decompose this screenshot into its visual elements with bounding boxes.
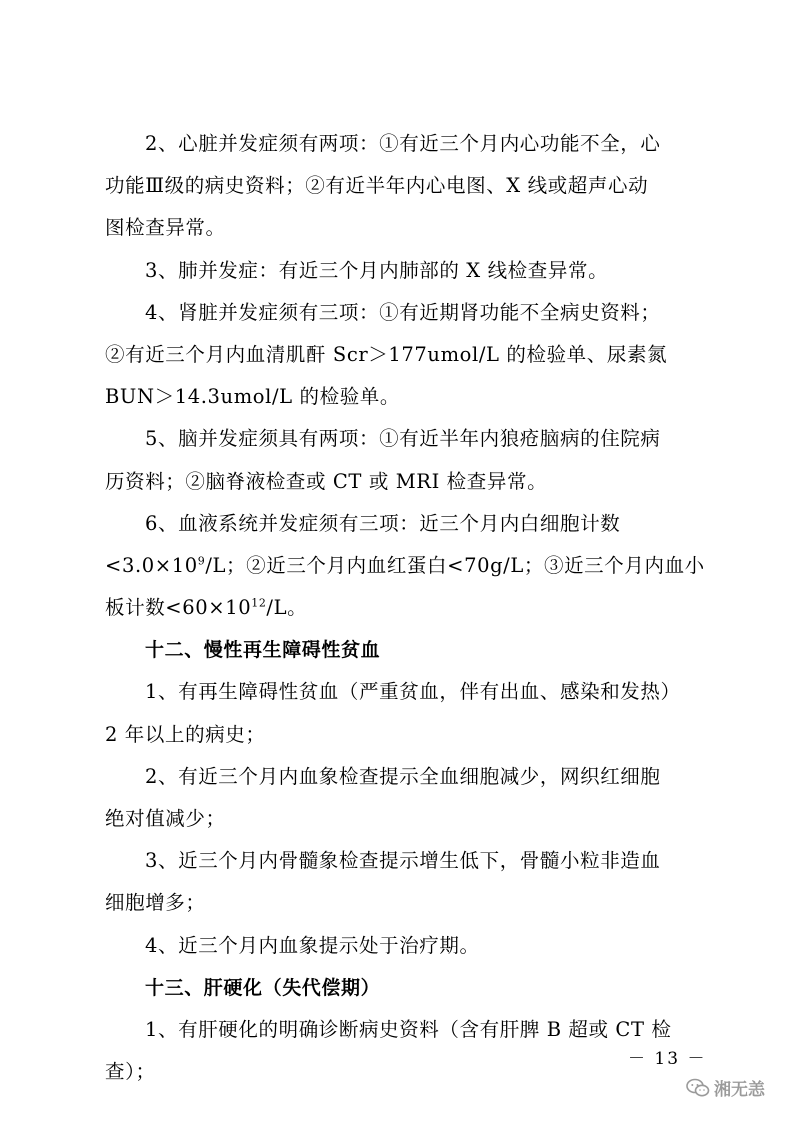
text-segment: /L。 — [266, 596, 308, 620]
paragraph-line: 5、脑并发症须具有两项：①有近半年内狼疮脑病的住院病 — [145, 427, 661, 451]
paragraph-line: 2、有近三个月内血象检查提示全血细胞减少，网织红细胞 — [145, 764, 661, 788]
page-number: － 13 － — [628, 1049, 707, 1069]
section-heading: 十二、慢性再生障碍性贫血 — [145, 639, 381, 662]
superscript: 12 — [251, 596, 267, 610]
document-body — [105, 123, 705, 1093]
paragraph-line: 图检查异常。 — [105, 216, 226, 240]
paragraph-line: 2、心脏并发症须有两项：①有近三个月内心功能不全，心 — [145, 132, 661, 155]
paragraph-line: 3、肺并发症：有近三个月内肺部的 X 线检查异常。 — [145, 258, 609, 282]
watermark — [686, 1075, 765, 1100]
paragraph-line: 绝对值减少； — [105, 807, 226, 830]
paragraph-line: 1、有肝硬化的明确诊断病史资料（含有肝脾 B 超或 CT 检 — [145, 1017, 672, 1041]
paragraph-line: 历资料；②脑脊液检查或 CT 或 MRI 检查异常。 — [105, 469, 548, 493]
paragraph-line: 3、近三个月内骨髓象检查提示增生低下，骨髓小粒非造血 — [145, 849, 661, 873]
paragraph-line: 6、血液系统并发症须有三项：近三个月内白细胞计数 — [145, 511, 621, 535]
text-segment: <3.0×10 — [105, 553, 198, 577]
wechat-icon — [686, 1078, 710, 1098]
paragraph-line: 细胞增多； — [105, 891, 206, 915]
paragraph-line: BUN＞14.3umol/L 的检验单。 — [105, 385, 400, 409]
text-segment: /L；②近三个月内血红蛋白<70g/L；③近三个月内血小 — [205, 553, 705, 577]
section-heading: 十三、肝硬化（失代偿期） — [145, 976, 381, 999]
paragraph-line: 4、近三个月内血象提示处于治疗期。 — [145, 933, 480, 957]
paragraph-line: ②有近三个月内血清肌酐 Scr＞177umol/L 的检验单、尿素氮 — [105, 342, 668, 366]
paragraph-line: 4、肾脏并发症须有三项：①有近期肾功能不全病史资料； — [145, 300, 661, 324]
paragraph-line — [105, 545, 705, 587]
paragraph-line — [105, 587, 690, 629]
superscript: 9 — [197, 554, 206, 568]
paragraph-line: 功能Ⅲ级的病史资料；②有近半年内心电图、X 线或超声心动 — [105, 174, 649, 198]
paragraph-line: 2 年以上的病史； — [105, 722, 266, 746]
paragraph-line: 1、有再生障碍性贫血（严重贫血，伴有出血、感染和发热） — [145, 680, 681, 704]
text-segment: 板计数<60×10 — [105, 596, 252, 620]
paragraph-line: 查）； — [105, 1060, 156, 1084]
watermark-text: 湘无恙 — [714, 1080, 765, 1100]
